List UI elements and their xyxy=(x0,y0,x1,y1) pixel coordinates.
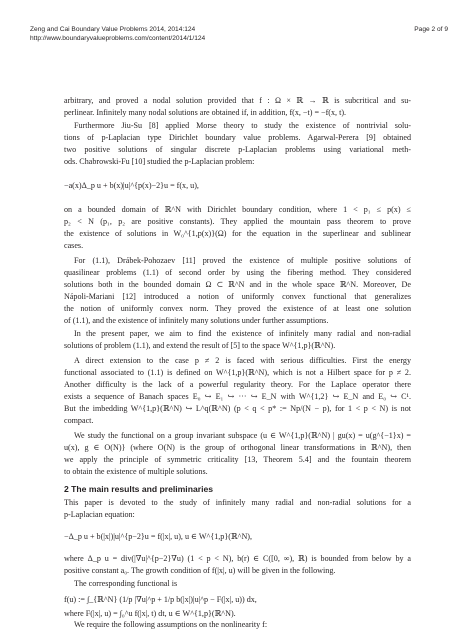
text-line: where F(|x|, u) = ∫₀^u f(|x|, t) dt, u ∈ W^{1,p}(ℝ^N). xyxy=(64,609,236,618)
text-line: arbitrary, and proved a nodal solution provided that f : Ω × ℝ → ℝ is subcritical and su- xyxy=(64,96,411,105)
text-line: solutions both in the bounded domain Ω ⊂ ℝ^N and in the whole space ℝ^N. Moreover, De xyxy=(64,280,411,289)
text-line: ods. Chabrowski-Fu [10] studied the p-Laplacian problem: xyxy=(64,157,255,166)
text-line: we apply the principle of symmetric criticality [13, Theorem 5.4] and the fountain theorem xyxy=(64,455,411,464)
text-line: compact. xyxy=(64,416,94,425)
journal-header-line: Zeng and Cai Boundary Value Problems 2014, 2014:124 xyxy=(30,26,196,33)
equation: −Δ_p u + b(|x|)|u|^{p−2}u = f(|x|, u), u ∈ W^{1,p}(ℝ^N), xyxy=(64,532,253,541)
text-line: on a bounded domain of ℝ^N with Dirichlet boundary condition, where 1 < p₁ ≤ p(x) ≤ xyxy=(64,205,411,214)
text-line: We require the following assumptions on the nonlinearity f: xyxy=(74,620,268,629)
text-line: Another difficulty is the lack of a powerful regularity theory. For the Laplace operator there xyxy=(64,380,411,389)
text-line: to obtain the existence of multiple solutions. xyxy=(64,467,208,476)
text-line: functional associated to (1.1) is defined on W^{1,p}(ℝ^N), which is not a Hilbert space for p ≠ 2. xyxy=(64,368,411,377)
text-line: cases. xyxy=(64,241,84,250)
page-number: Page 2 of 9 xyxy=(414,26,448,33)
text-line: Furthermore Jiu-Su [8] applied Morse theory to study the existence of nontrivial solu- xyxy=(74,121,411,130)
text-line: For (1.1), Drábek-Pohozaev [11] proved the existence of multiple positive solutions of xyxy=(74,256,411,265)
text-line: positive constant a₀. The growth condition of f(|x|, u) will be given in the following. xyxy=(64,566,336,575)
article-url[interactable]: http://www.boundaryvalueproblems.com/content/2014/1/124 xyxy=(30,35,206,42)
text-line: solutions of problem (1.1), and extend the result of [5] to the space W^{1,p}(ℝ^N). xyxy=(64,341,336,350)
text-line: perlinear. Infinitely many nodal solutions are obtained if, in addition, f(x, −t) = −f(x, t). xyxy=(64,108,347,117)
text-line: p-Laplacian equation: xyxy=(64,510,135,519)
text-line: The corresponding functional is xyxy=(74,579,178,588)
text-line: quasilinear problems (1.1) of second order by using the fibering method. They considered xyxy=(64,268,411,277)
text-line: exists a sequence of Banach spaces E₀ ↪ E₁ ↪ ··· ↪ E_N with W^{1,2} ↪ E_N and E₀ ↪ C¹. xyxy=(64,392,411,401)
text-line: Nápoli-Mariani [12] introduced a notion of uniformly convex functional that generalizes xyxy=(64,292,411,301)
equation: −a(x)Δ_p u + b(x)|u|^{p(x)−2}u = f(x, u), xyxy=(64,181,199,190)
functional-equation: f(u) := ∫_{ℝ^N} (1/p |∇u|^p + 1/p b(|x|)|u|^p − F(|x|, u)) dx, xyxy=(64,595,257,604)
text-line: u(x), g ∈ O(N)} (where O(N) is the group of orthogonal linear transformations in ℝ^N), then xyxy=(64,443,411,452)
text-line: We study the functional on a group invariant subspace (u ∈ W^{1,p}(ℝ^N) | gu(x) = u(g^{−1}x) = xyxy=(74,431,411,440)
text-line: the notion of uniformly convex norm. They proved the existence of at least one solution xyxy=(64,304,411,313)
text-line: where Δ_p u = div(|∇u|^{p−2}∇u) (1 < p < N), b(r) ∈ C([0, ∞), ℝ) is bounded from below by a xyxy=(64,554,411,563)
text-line: p₂ < N (p₁, p₂ are positive constants). They applied the mountain pass theorem to prove xyxy=(64,217,411,226)
text-line: In the present paper, we aim to find the existence of infinitely many radial and non-radial xyxy=(74,329,411,338)
text-line: But the imbedding W^{1,p}(ℝ^N) ↪ L^q(ℝ^N) (p < q < p* := Np/(N − p), for 1 < p < N) is not xyxy=(64,404,411,413)
text-line: A direct extension to the case p ≠ 2 is faced with serious difficulties. First the energy xyxy=(74,356,411,365)
text-line: of (1.1), and the existence of infinitely many solutions under further assumptions. xyxy=(64,316,329,325)
text-line: two positive solutions of singular discrete p-Laplacian problems using variational meth- xyxy=(64,145,411,154)
text-line: This paper is devoted to the study of infinitely many radial and non-radial solutions for a xyxy=(64,498,411,507)
section-heading: 2 The main results and preliminaries xyxy=(64,484,214,494)
text-line: the existence of solutions in W₀^{1,p(x)}(Ω) for the equation in the superlinear and sublinear xyxy=(64,229,411,238)
text-line: tions of p-Laplacian type Dirichlet boundary value problems. Agarwal-Perera [9] obtained xyxy=(64,133,411,142)
